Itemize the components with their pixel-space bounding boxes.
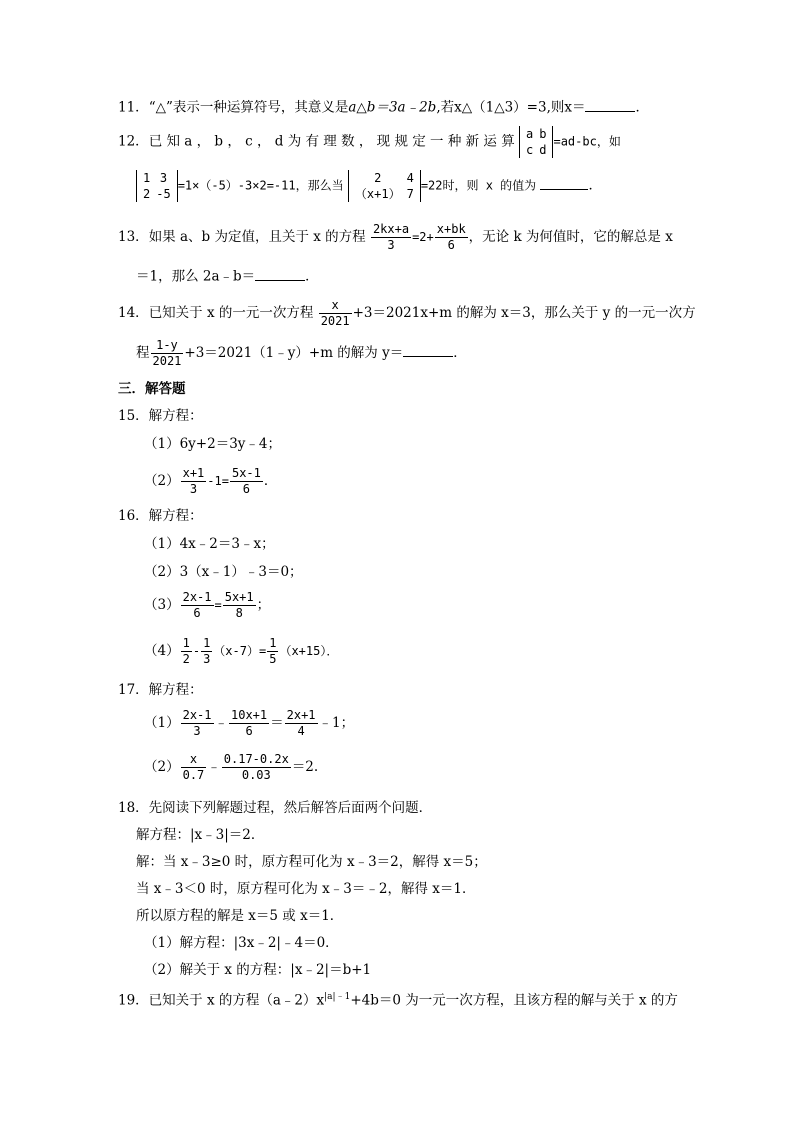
- matrix-cell: c: [526, 143, 534, 158]
- question-number: 11．: [118, 99, 149, 116]
- question-text: +3＝2021x+m 的解为 x＝3，那么关于 y 的一元一次方: [352, 305, 696, 321]
- fraction: [267, 636, 278, 667]
- operator: =: [214, 598, 222, 612]
- question-text: 已知关于 x 的一元一次方程: [148, 305, 314, 321]
- numerator: 1: [203, 636, 211, 650]
- operator: ﹣: [214, 715, 228, 731]
- fraction: [181, 636, 192, 667]
- section-heading: 三．解答题: [118, 381, 186, 397]
- operator: -1=: [207, 474, 229, 488]
- question-text: 程: [136, 345, 150, 361]
- question-text: +4b＝0 为一元一次方程，且该方程的解与关于 x 的方: [350, 992, 678, 1009]
- part-label: （3）: [144, 597, 180, 613]
- question-18: 18．先阅读下列解题过程，然后解答后面两个问题．: [118, 800, 433, 816]
- denominator: 6: [245, 724, 253, 738]
- determinant-condition: [348, 170, 421, 202]
- denominator: 5: [269, 652, 277, 666]
- question-number: 14．: [118, 305, 149, 321]
- denominator: 3: [189, 482, 198, 496]
- determinant-definition: [519, 126, 553, 158]
- part-label: （2）: [144, 473, 180, 489]
- matrix-cell: 4: [406, 171, 414, 185]
- fraction: [319, 298, 352, 329]
- punctuation: ；: [256, 597, 271, 613]
- numerator: 10x+1: [231, 708, 268, 722]
- part-label: （4）: [144, 643, 180, 659]
- question-17-part-1: [144, 708, 354, 739]
- matrix-cell: 1: [143, 171, 151, 185]
- question-text: =1×（-5）-3×2=-11，那么当: [177, 178, 344, 193]
- question-18-line: 解：当 x﹣3≥0 时，原方程可化为 x﹣3＝2，解得 x＝5；: [136, 854, 487, 870]
- question-14: [118, 298, 696, 329]
- fraction: [229, 708, 269, 739]
- question-15-part-2: [144, 466, 277, 497]
- operator: ＝: [270, 715, 284, 731]
- fraction: [371, 222, 411, 253]
- determinant-example: [136, 170, 178, 202]
- fraction: [230, 466, 263, 497]
- denominator: 2021: [320, 314, 350, 328]
- numerator: 1: [182, 636, 190, 650]
- numerator: x: [319, 298, 352, 314]
- numerator: 2x-1: [182, 708, 212, 722]
- part-label: （1）: [144, 715, 180, 731]
- matrix-cell: d: [539, 143, 547, 158]
- expression-tail: ﹣1；: [318, 715, 355, 731]
- matrix-cell: 2: [374, 171, 382, 185]
- question-text: ＝1，那么 2a﹣b＝: [136, 268, 256, 285]
- question-18-line: 当 x﹣3＜0 时，原方程可化为 x﹣3＝﹣2，解得 x＝1．: [136, 881, 476, 897]
- numerator: x+1: [182, 466, 205, 480]
- fraction: [181, 466, 207, 497]
- fraction: [222, 752, 291, 783]
- fraction: [285, 708, 318, 739]
- question-18-part-1: （1）解方程：|3x﹣2|﹣4＝0．: [144, 935, 339, 951]
- answer-blank[interactable]: [403, 343, 453, 358]
- matrix-cell: （x+1）: [354, 187, 401, 202]
- question-text: ，无论 k 为何值时，它的解总是 x: [468, 229, 673, 245]
- answer-blank[interactable]: [585, 97, 635, 112]
- punctuation: ．: [305, 268, 319, 285]
- denominator: 0.03: [241, 768, 271, 782]
- question-number: 13．: [118, 229, 149, 245]
- denominator: 3: [203, 652, 211, 666]
- answer-blank[interactable]: [540, 175, 588, 190]
- question-text: =ad-bc，如: [553, 134, 621, 149]
- question-16-part-3: [144, 590, 270, 621]
- question-17: 17．解方程：: [118, 682, 203, 698]
- numerator: 2x-1: [182, 590, 212, 604]
- question-text: 19．已知关于 x 的方程（a﹣2）x: [118, 992, 325, 1009]
- fraction: [151, 338, 184, 369]
- question-15-part-1: （1）6y+2＝3y﹣4；: [144, 436, 282, 452]
- numerator: x+bk: [436, 222, 466, 236]
- numerator: 5x+1: [224, 590, 254, 604]
- denominator: 6: [242, 482, 251, 496]
- part-label: （2）: [144, 759, 180, 775]
- operator: （x-7）=: [213, 644, 267, 658]
- denominator: 6: [193, 606, 201, 620]
- denominator: 8: [235, 606, 243, 620]
- numerator: 1: [269, 636, 277, 650]
- question-16-part-4: [144, 636, 338, 667]
- matrix-cell: a: [526, 127, 534, 141]
- numerator: x: [181, 752, 207, 768]
- denominator: 3: [387, 238, 395, 252]
- question-12-line-2: [136, 170, 602, 202]
- punctuation: ．: [263, 473, 278, 489]
- question-14-line-2: [136, 338, 467, 369]
- question-18-line: 解方程：|x﹣3|＝2．: [136, 827, 265, 843]
- answer-blank[interactable]: [255, 266, 305, 281]
- denominator: 2: [182, 652, 190, 666]
- question-18-part-2: （2）解关于 x 的方程：|x﹣2|＝b+1: [144, 962, 372, 978]
- question-text: =2+: [412, 230, 434, 244]
- operator: -: [192, 644, 201, 658]
- denominator: 6: [447, 238, 455, 252]
- expression-tail: （x+15）．: [279, 644, 339, 658]
- numerator: 5x-1: [231, 466, 261, 480]
- numerator: 2kx+a: [372, 222, 410, 236]
- question-13-line-2: [136, 266, 319, 284]
- question-17-part-2: [144, 752, 318, 783]
- matrix-cell: b: [539, 127, 547, 141]
- matrix-cell: 3: [159, 171, 168, 185]
- question-18-line: 所以原方程的解是 x＝5 或 x＝1．: [136, 908, 344, 924]
- question-11: [118, 97, 649, 115]
- question-19: [118, 993, 678, 1008]
- denominator: 4: [297, 724, 305, 738]
- operation-definition: a△b＝3a﹣2b: [348, 99, 437, 116]
- denominator: 2021: [152, 354, 182, 368]
- question-text: 已 知 a ， b ， c ， d 为 有 理 数 ， 现 规 定 一 种 新 运 算: [148, 133, 515, 150]
- fraction: [435, 222, 468, 253]
- fraction: [181, 708, 214, 739]
- question-text: +3＝2021（1﹣y）+m 的解为 y＝: [184, 345, 404, 361]
- punctuation: ．: [453, 345, 467, 361]
- punctuation: ．: [635, 99, 649, 116]
- question-text: 如果 a、b 为定值，且关于 x 的方程: [148, 229, 366, 245]
- numerator: 0.17-0.2x: [223, 752, 289, 766]
- question-number: 12．: [118, 133, 149, 150]
- matrix-cell: -5: [156, 187, 171, 202]
- operator: ﹣: [207, 759, 221, 775]
- question-13: [118, 222, 673, 253]
- question-16-part-2: （2）3（x﹣1）﹣3＝0；: [144, 564, 303, 580]
- punctuation: ．: [588, 177, 602, 194]
- matrix-cell: 2: [143, 187, 151, 202]
- fraction: [201, 636, 212, 667]
- question-text: ,若x△（1△3）=3,则x＝: [436, 99, 586, 116]
- question-16: 16．解方程：: [118, 508, 203, 524]
- expression-tail: ＝2.: [291, 759, 319, 775]
- matrix-cell: 7: [406, 187, 414, 202]
- fraction: [181, 590, 214, 621]
- question-12: [118, 126, 621, 158]
- denominator: 3: [193, 724, 201, 738]
- question-text: =22时，则 x 的值为: [420, 178, 537, 193]
- numerator: 1-y: [151, 338, 184, 354]
- exponent: |a|﹣1: [324, 992, 351, 1002]
- question-text: “△”表示一种运算符号，其意义是: [148, 99, 349, 116]
- fraction: [223, 590, 256, 621]
- fraction: [181, 752, 207, 783]
- numerator: 2x+1: [286, 708, 316, 722]
- denominator: 0.7: [182, 768, 205, 782]
- question-15: 15．解方程：: [118, 408, 203, 424]
- question-16-part-1: （1）4x﹣2＝3﹣x；: [144, 536, 275, 552]
